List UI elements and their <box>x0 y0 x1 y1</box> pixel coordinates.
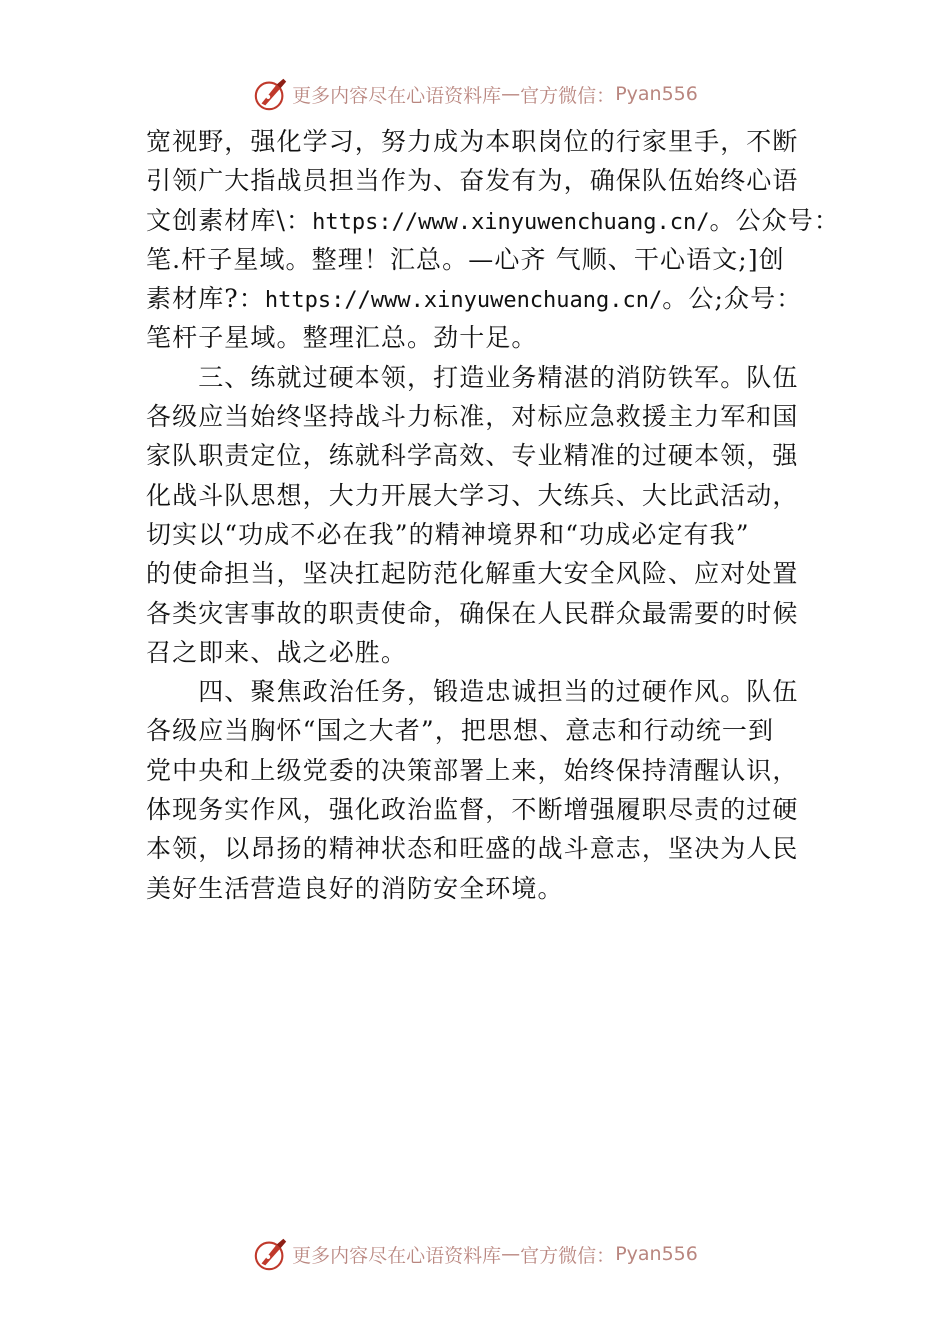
text-line: 召之即来、战之必胜。 <box>146 637 408 667</box>
header-banner <box>0 72 950 116</box>
banner-official-text: 官方微信： <box>520 84 616 107</box>
banner-dash: — <box>501 83 521 105</box>
banner-dash: — <box>501 1243 521 1265</box>
text-line: 切实以“功成不必在我”的精神境界和“功成必定有我” <box>146 519 750 549</box>
banner-official-text: 官方微信： <box>520 1244 616 1267</box>
text-line: 四、聚焦政治任务，锻造忠诚担当的过硬作风。队伍 <box>146 677 799 707</box>
footer-banner <box>0 1232 950 1276</box>
pen-nib-logo-icon <box>252 75 290 113</box>
document-body <box>146 122 840 908</box>
banner-main-text: 更多内容尽在心语资料库 <box>292 84 502 107</box>
text-line: 家队职责定位，练就科学高效、专业精准的过硬本领，强 <box>146 441 799 471</box>
banner-wechat-id: Pyan556 <box>615 1243 698 1265</box>
url-text: https://www.xinyuwenchuang.cn/ <box>312 209 710 235</box>
text-line: 美好生活营造良好的消防安全环境。 <box>146 873 564 903</box>
text-line: 三、练就过硬本领，打造业务精湛的消防铁军。队伍 <box>146 362 799 392</box>
banner-wechat-id: Pyan556 <box>615 83 698 105</box>
text-line: 笔.杆子星域。整理！汇总。—心齐 气顺、干心语文;]创 <box>146 244 785 274</box>
text-line: 笔杆子星域。整理汇总。劲十足。 <box>146 323 538 353</box>
text-line: 引领广大指战员担当作为、奋发有为，确保队伍始终心语 <box>146 166 799 196</box>
text-line: 党中央和上级党委的决策部署上来，始终保持清醒认识， <box>146 755 799 785</box>
text-line: 化战斗队思想，大力开展大学习、大练兵、大比武活动， <box>146 480 799 510</box>
text-line: 文创素材库\：https://www.xinyuwenchuang.cn/。公众号： <box>146 205 840 235</box>
pen-nib-logo-icon <box>252 1235 290 1273</box>
text-line: 各级应当始终坚持战斗力标准，对标应急救援主力军和国 <box>146 402 799 432</box>
text-line: 素材库?：https://www.xinyuwenchuang.cn/。公;众号： <box>146 284 803 314</box>
text-line: 宽视野，强化学习，努力成为本职岗位的行家里手，不断 <box>146 127 799 156</box>
text-line: 各类灾害事故的职责使命，确保在人民群众最需要的时候 <box>146 598 799 628</box>
text-line: 体现务实作风，强化政治监督，不断增强履职尽责的过硬 <box>146 795 799 825</box>
banner-main-text: 更多内容尽在心语资料库 <box>292 1244 502 1267</box>
text-line: 各级应当胸怀“国之大者”，把思想、意志和行动统一到 <box>146 716 775 746</box>
text-line: 本领，以昂扬的精神状态和旺盛的战斗意志，坚决为人民 <box>146 834 799 864</box>
text-line: 的使命担当，坚决扛起防范化解重大安全风险、应对处置 <box>146 559 799 589</box>
url-text: https://www.xinyuwenchuang.cn/ <box>264 288 663 314</box>
